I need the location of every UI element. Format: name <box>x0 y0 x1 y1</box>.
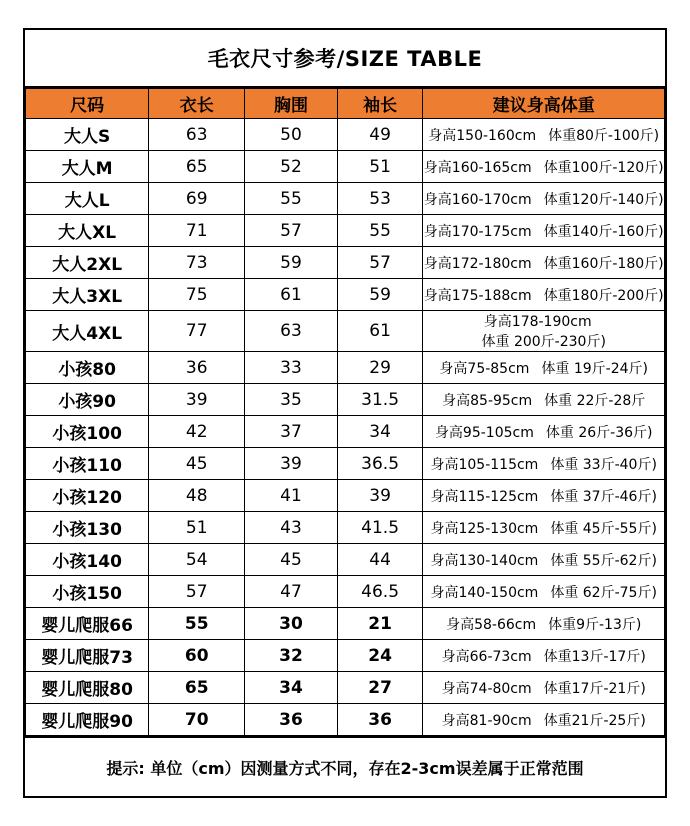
length-cell: 77 <box>149 311 245 352</box>
size-cell: 婴儿爬服90 <box>26 704 149 736</box>
height-weight-cell <box>423 183 665 215</box>
sleeve-cell: 29 <box>337 352 423 384</box>
sleeve-cell: 21 <box>337 608 423 640</box>
size-table-body <box>26 119 665 736</box>
footer-note: 提示: 单位（cm）因测量方式不同，存在2-3cm误差属于正常范围 <box>25 736 665 796</box>
length-cell: 69 <box>149 183 245 215</box>
height-weight-cell <box>423 279 665 311</box>
sleeve-cell: 57 <box>337 247 423 279</box>
size-cell: 大人4XL <box>26 311 149 352</box>
height-range: 身高172-180cm <box>423 255 532 272</box>
size-cell: 大人L <box>26 183 149 215</box>
col-header-bust: 胸围 <box>245 89 338 119</box>
weight-range: 体重100斤-120斤) <box>543 159 664 176</box>
length-cell: 39 <box>149 384 245 416</box>
bust-cell: 39 <box>245 448 338 480</box>
height-range: 身高58-66cm <box>446 616 537 633</box>
weight-range: 体重17斤-21斤) <box>543 680 646 697</box>
col-header-height-weight: 建议身高体重 <box>423 89 665 119</box>
height-weight-cell <box>423 480 665 512</box>
height-range: 身高160-165cm <box>423 159 532 176</box>
weight-range: 体重160斤-180斤) <box>543 255 664 272</box>
height-weight-cell <box>423 512 665 544</box>
sleeve-cell: 44 <box>337 544 423 576</box>
height-weight-cell <box>423 384 665 416</box>
height-weight-cell <box>423 151 665 183</box>
table-row <box>26 480 665 512</box>
length-cell: 48 <box>149 480 245 512</box>
length-cell: 42 <box>149 416 245 448</box>
weight-range: 体重21斤-25斤) <box>543 712 646 729</box>
bust-cell: 63 <box>245 311 338 352</box>
height-range: 身高115-125cm <box>430 488 539 505</box>
bust-cell: 50 <box>245 119 338 151</box>
height-weight-cell <box>423 608 665 640</box>
sleeve-cell: 49 <box>337 119 423 151</box>
col-header-size: 尺码 <box>26 89 149 119</box>
col-header-sleeve: 袖长 <box>337 89 423 119</box>
bust-cell: 47 <box>245 576 338 608</box>
sleeve-cell: 61 <box>337 311 423 352</box>
table-row <box>26 311 665 352</box>
height-weight-cell <box>423 704 665 736</box>
size-cell: 婴儿爬服66 <box>26 608 149 640</box>
weight-range: 体重 19斤-24斤) <box>541 360 649 377</box>
weight-range: 体重 22斤-28斤 <box>544 392 646 409</box>
height-weight-cell <box>423 247 665 279</box>
bust-cell: 32 <box>245 640 338 672</box>
height-range: 身高105-115cm <box>430 456 539 473</box>
length-cell: 70 <box>149 704 245 736</box>
length-cell: 54 <box>149 544 245 576</box>
table-row <box>26 512 665 544</box>
length-cell: 75 <box>149 279 245 311</box>
bust-cell: 34 <box>245 672 338 704</box>
size-cell: 小孩140 <box>26 544 149 576</box>
table-row <box>26 247 665 279</box>
weight-range: 体重140斤-160斤) <box>543 223 664 240</box>
length-cell: 51 <box>149 512 245 544</box>
sleeve-cell: 51 <box>337 151 423 183</box>
weight-range: 体重80斤-100斤) <box>548 127 660 144</box>
weight-range: 体重120斤-140斤) <box>543 191 664 208</box>
sleeve-cell: 24 <box>337 640 423 672</box>
weight-range: 体重180斤-200斤) <box>543 287 664 304</box>
height-weight-cell <box>423 576 665 608</box>
sleeve-cell: 36 <box>337 704 423 736</box>
table-row <box>26 704 665 736</box>
table-row <box>26 640 665 672</box>
length-cell: 73 <box>149 247 245 279</box>
size-cell: 小孩120 <box>26 480 149 512</box>
height-range: 身高81-90cm <box>441 712 532 729</box>
weight-range: 体重 37斤-46斤) <box>550 488 657 505</box>
size-cell: 小孩130 <box>26 512 149 544</box>
table-row <box>26 672 665 704</box>
bust-cell: 57 <box>245 215 338 247</box>
weight-range: 体重13斤-17斤) <box>543 648 646 665</box>
bust-cell: 59 <box>245 247 338 279</box>
height-weight-cell <box>423 311 665 352</box>
height-weight-cell <box>423 544 665 576</box>
length-cell: 65 <box>149 672 245 704</box>
table-row <box>26 151 665 183</box>
sleeve-cell: 46.5 <box>337 576 423 608</box>
bust-cell: 61 <box>245 279 338 311</box>
bust-cell: 41 <box>245 480 338 512</box>
bust-cell: 43 <box>245 512 338 544</box>
table-row <box>26 352 665 384</box>
length-cell: 60 <box>149 640 245 672</box>
sleeve-cell: 41.5 <box>337 512 423 544</box>
bust-cell: 37 <box>245 416 338 448</box>
sleeve-cell: 39 <box>337 480 423 512</box>
page-title: 毛衣尺寸参考/SIZE TABLE <box>25 30 665 88</box>
height-range: 身高85-95cm <box>442 392 533 409</box>
bust-cell: 33 <box>245 352 338 384</box>
sleeve-cell: 55 <box>337 215 423 247</box>
sleeve-cell: 36.5 <box>337 448 423 480</box>
weight-range: 体重 45斤-55斤) <box>550 520 657 537</box>
length-cell: 71 <box>149 215 245 247</box>
height-range: 身高170-175cm <box>423 223 532 240</box>
height-weight-cell <box>423 640 665 672</box>
height-range: 身高175-188cm <box>423 287 532 304</box>
height-range: 身高66-73cm <box>441 648 532 665</box>
bust-cell: 52 <box>245 151 338 183</box>
height-weight-cell <box>423 416 665 448</box>
size-cell: 大人S <box>26 119 149 151</box>
sleeve-cell: 53 <box>337 183 423 215</box>
size-cell: 小孩90 <box>26 384 149 416</box>
size-table-header <box>26 89 665 119</box>
table-row <box>26 608 665 640</box>
size-cell: 小孩150 <box>26 576 149 608</box>
height-range: 身高130-140cm <box>430 552 539 569</box>
height-weight-cell <box>423 215 665 247</box>
height-range: 身高160-170cm <box>423 191 532 208</box>
bust-cell: 55 <box>245 183 338 215</box>
bust-cell: 36 <box>245 704 338 736</box>
bust-cell: 45 <box>245 544 338 576</box>
table-row <box>26 215 665 247</box>
length-cell: 57 <box>149 576 245 608</box>
length-cell: 63 <box>149 119 245 151</box>
header-row <box>26 89 665 119</box>
size-cell: 大人2XL <box>26 247 149 279</box>
table-row <box>26 544 665 576</box>
table-row <box>26 576 665 608</box>
bust-cell: 35 <box>245 384 338 416</box>
weight-range: 体重 62斤-75斤) <box>550 584 657 601</box>
length-cell: 65 <box>149 151 245 183</box>
size-cell: 大人3XL <box>26 279 149 311</box>
col-header-length: 衣长 <box>149 89 245 119</box>
length-cell: 55 <box>149 608 245 640</box>
table-row <box>26 119 665 151</box>
length-cell: 45 <box>149 448 245 480</box>
size-cell: 大人M <box>26 151 149 183</box>
height-range: 身高150-160cm <box>428 127 537 144</box>
length-cell: 36 <box>149 352 245 384</box>
weight-range: 体重 33斤-40斤) <box>550 456 657 473</box>
height-weight-cell <box>423 672 665 704</box>
height-range: 身高74-80cm <box>441 680 532 697</box>
size-cell: 婴儿爬服80 <box>26 672 149 704</box>
weight-range: 体重 26斤-36斤) <box>545 424 653 441</box>
bust-cell: 30 <box>245 608 338 640</box>
height-range: 身高75-85cm <box>439 360 530 377</box>
size-table <box>25 88 665 736</box>
size-cell: 小孩80 <box>26 352 149 384</box>
weight-range: 体重 200斤-230斤) <box>481 334 606 350</box>
height-weight-cell <box>423 119 665 151</box>
height-range: 身高95-105cm <box>434 424 534 441</box>
sleeve-cell: 31.5 <box>337 384 423 416</box>
height-weight-cell <box>423 352 665 384</box>
weight-range: 体重 55斤-62斤) <box>550 552 657 569</box>
size-cell: 婴儿爬服73 <box>26 640 149 672</box>
table-row <box>26 448 665 480</box>
sleeve-cell: 34 <box>337 416 423 448</box>
table-row <box>26 416 665 448</box>
table-row <box>26 384 665 416</box>
size-chart-box <box>23 28 667 798</box>
sleeve-cell: 59 <box>337 279 423 311</box>
height-range: 身高125-130cm <box>430 520 539 537</box>
table-row <box>26 183 665 215</box>
table-row <box>26 279 665 311</box>
size-cell: 小孩110 <box>26 448 149 480</box>
height-range: 身高178-190cm <box>483 314 592 330</box>
height-weight-cell <box>423 448 665 480</box>
size-cell: 大人XL <box>26 215 149 247</box>
sleeve-cell: 27 <box>337 672 423 704</box>
weight-range: 体重9斤-13斤) <box>548 616 642 633</box>
height-range: 身高140-150cm <box>430 584 539 601</box>
size-cell: 小孩100 <box>26 416 149 448</box>
